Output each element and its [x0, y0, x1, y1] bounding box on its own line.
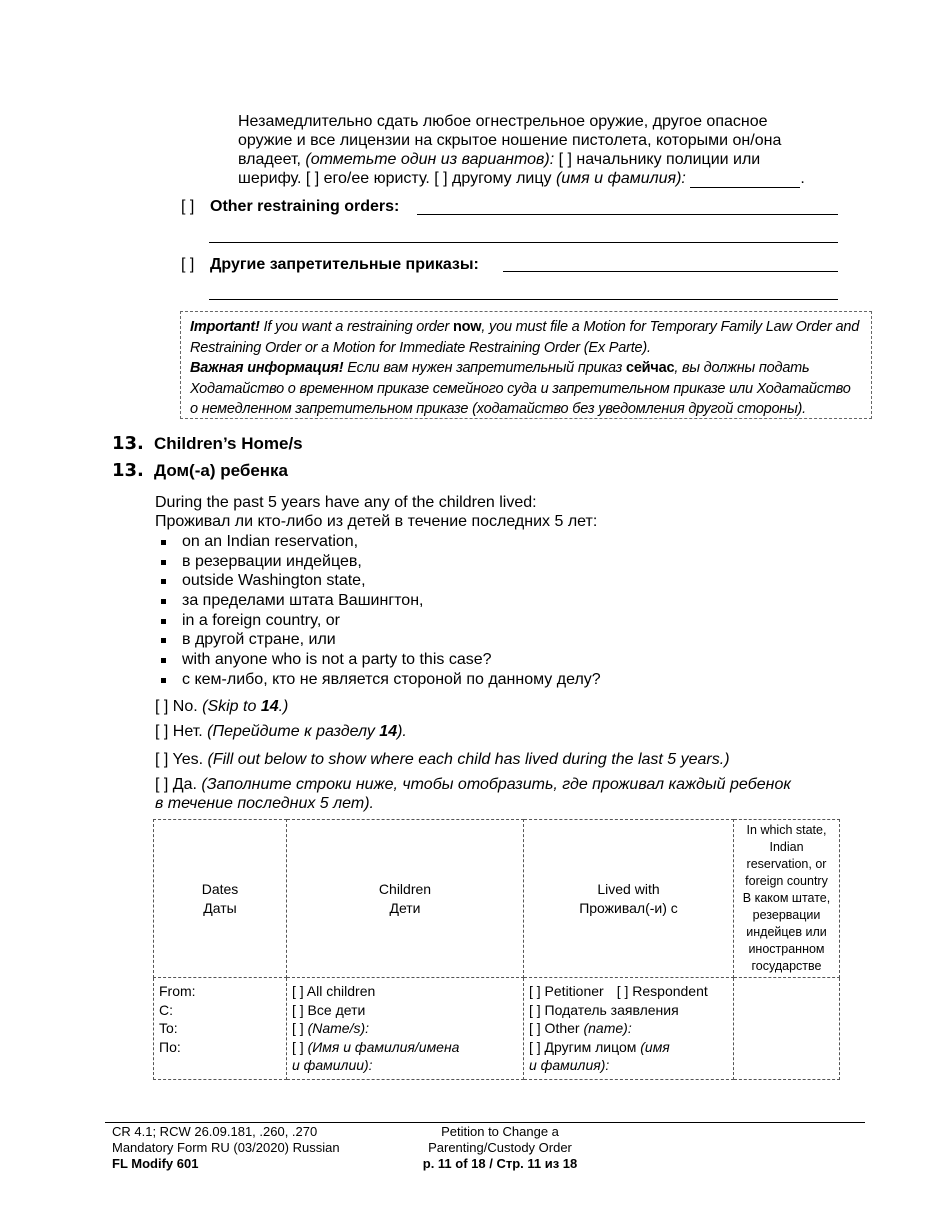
header-lived-with: Lived with Проживал(-и) с [524, 820, 734, 978]
intro-line-1: Незамедлительно сдать любое огнестрельное оружие, другое опасное [238, 113, 768, 130]
other-restraining-label: Other restraining orders: [210, 198, 400, 215]
other-restraining-line-1[interactable] [417, 214, 838, 215]
other-ru-checkbox[interactable]: [ ] Другим лицом (имя [529, 1038, 670, 1055]
list-item: в резервации индейцев, [158, 552, 601, 572]
header-children: Children Дети [287, 820, 524, 978]
other-ru-continued: и фамилия): [529, 1057, 610, 1073]
intro-paragraph [238, 112, 858, 188]
names-ru-continued: и фамилии): [292, 1057, 373, 1073]
list-item: on an Indian reservation, [158, 532, 601, 552]
notice-en: Important! If you want a restraining order now, you must file a Motion for Temporary Family Law Order and Restraining Order or a Motion for Immediate Restraining Order (Ex Parte). [190, 319, 860, 356]
list-item: with anyone who is not a party to this case? [158, 650, 601, 670]
names-checkbox[interactable]: [ ] (Name/s): [292, 1020, 370, 1036]
notice-ru: Важная информация! Если вам нужен запретительный приказ сейчас, вы должны подать Ходатайство о временном приказе семейного суда и запретительном приказе или Ходатайство о немедленном запретительном приказе (ходатайство без уведомления другой стороны). [190, 360, 851, 417]
footer-center [380, 1124, 620, 1172]
lived-with-cell[interactable] [524, 978, 734, 1080]
list-item: с кем-либо, кто не является стороной по данному делу? [158, 670, 601, 690]
list-item: in a foreign country, or [158, 611, 601, 631]
other-restraining-ru-line-2[interactable] [209, 299, 838, 300]
other-restraining-line-2[interactable] [209, 242, 838, 243]
section-13-heading-ru: 13. Дом(-а) ребенка [112, 460, 289, 481]
petitioner-checkbox[interactable]: [ ] Petitioner [529, 983, 604, 999]
header-location: In which state, Indian reservation, or foreign country В каком штате, резервации индейцев или иностранном государстве [734, 820, 840, 978]
footer-form-id: Mandatory Form RU (03/2020) Russian [112, 1140, 340, 1155]
option-yes-ru[interactable]: [ ] Да. (Заполните строки ниже, чтобы отобразить, где проживал каждый ребенок в течение последних 5 лет). [155, 776, 791, 812]
residence-bullet-list [158, 532, 601, 690]
page-number: p. 11 of 18 / Стр. 11 из 18 [422, 1156, 578, 1171]
list-item: за пределами штата Вашингтон, [158, 591, 601, 611]
other-restraining-ru-checkbox[interactable]: [ ] [181, 256, 195, 273]
option-no-ru[interactable]: [ ] Нет. (Перейдите к разделу 14). [155, 723, 407, 740]
all-children-checkbox[interactable]: [ ] All children [292, 983, 376, 999]
other-restraining-ru-line-1[interactable] [503, 271, 838, 272]
section-13-heading-en: 13. Children’s Home/s [112, 433, 303, 454]
respondent-checkbox[interactable]: [ ] Respondent [616, 983, 708, 999]
list-item: в другой стране, или [158, 630, 601, 650]
intro-line-2: оружие и все лицензии на скрытое ношение пистолета, которыми он/она [238, 132, 782, 149]
table-row [154, 978, 840, 1080]
footer-title-1: Petition to Change a [441, 1124, 559, 1139]
residence-table [153, 819, 840, 1080]
footer-citation: CR 4.1; RCW 26.09.181, .260, .270 [112, 1124, 318, 1139]
petitioner-respondent-row [529, 982, 728, 1001]
children-cell[interactable] [287, 978, 524, 1080]
names-ru-checkbox[interactable]: [ ] (Имя и фамилия/имена [292, 1038, 460, 1055]
section-13-question [155, 493, 597, 531]
other-checkbox[interactable]: [ ] Other (name): [529, 1020, 632, 1036]
all-children-ru-checkbox[interactable]: [ ] Все дети [292, 1001, 366, 1018]
question-ru: Проживал ли кто-либо из детей в течение последних 5 лет: [155, 513, 598, 530]
dates-cell[interactable]: From: С: To: По: [154, 978, 287, 1080]
petitioner-ru-checkbox[interactable]: [ ] Податель заявления [529, 1001, 679, 1018]
intro-line-4: шерифу. [ ] его/ее юристу. [ ] другому лицу (имя и фамилия): . [238, 170, 805, 187]
option-no-en[interactable]: [ ] No. (Skip to 14.) [155, 698, 289, 715]
footer-divider [105, 1122, 865, 1123]
question-en: During the past 5 years have any of the children lived: [155, 494, 537, 511]
intro-line-3: владеет, (отметьте один из вариантов): [ ] начальнику полиции или [238, 151, 761, 168]
footer-left [112, 1124, 340, 1172]
option-yes-en[interactable]: [ ] Yes. (Fill out below to show where each child has lived during the last 5 years.) [155, 751, 730, 768]
location-cell[interactable] [734, 978, 840, 1080]
important-notice-box [180, 311, 872, 419]
other-person-name-field[interactable] [690, 172, 800, 188]
footer-title-2: Parenting/Custody Order [428, 1140, 572, 1155]
other-restraining-ru-label: Другие запретительные приказы: [210, 256, 479, 273]
header-dates: Dates Даты [154, 820, 287, 978]
list-item: outside Washington state, [158, 571, 601, 591]
other-restraining-checkbox[interactable]: [ ] [181, 198, 195, 215]
table-header-row [154, 820, 840, 978]
footer-form-code: FL Modify 601 [112, 1156, 199, 1171]
